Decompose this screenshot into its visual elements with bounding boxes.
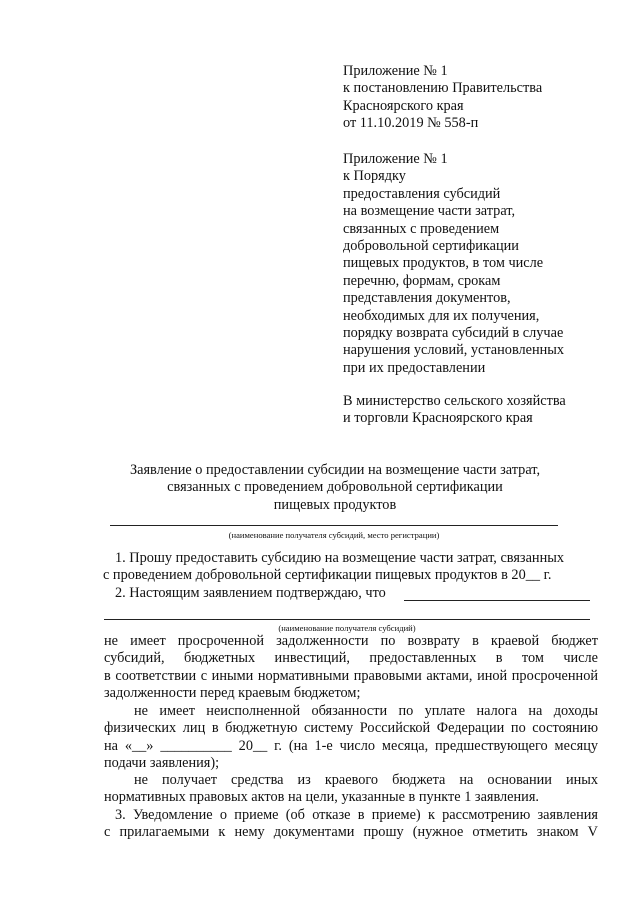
annex-line: при их предоставлении — [343, 359, 486, 376]
paragraph-3 — [104, 807, 598, 842]
paragraph-1 — [104, 550, 598, 585]
annex-line: необходимых для их получения, — [343, 307, 540, 324]
title-line: Заявление о предоставлении субсидии на возмещение части затрат, — [129, 462, 541, 478]
annex-line: Красноярского края — [343, 97, 464, 114]
annex-line: к постановлению Правительства — [343, 80, 543, 97]
annex-line: связанных с проведением — [343, 220, 500, 237]
annex-line: перечню, формам, срокам — [343, 272, 501, 289]
recipient-caption: (наименование получателя субсидий) — [278, 623, 416, 633]
condition-2 — [104, 703, 598, 773]
paragraph-line: 1. Прошу предоставить субсидию на возмещение части затрат, связанных — [115, 550, 564, 566]
annex-procedure-block — [343, 151, 603, 377]
title-line: связанных с проведением добровольной сертификации — [167, 479, 503, 496]
annex-line: добровольной сертификации — [343, 238, 519, 255]
annex-line: предоставления субсидий — [343, 185, 501, 202]
condition-1 — [104, 633, 598, 703]
recipient-name-field-line[interactable] — [110, 525, 558, 526]
condition-line: не имеет просроченной задолженности по возврату в краевой бюджет — [104, 633, 598, 649]
annex-line: от 11.10.2019 № 558-п — [343, 115, 479, 132]
paragraph-line: 3. Уведомление о приеме (об отказе в приеме) к рассмотрению заявления — [115, 807, 598, 823]
condition-line: нормативных правовых актов на цели, указанные в пункте 1 заявления. — [104, 789, 539, 806]
condition-line: не получает средства из краевого бюджета на основании иных — [134, 772, 598, 788]
confirmation-field-line-2[interactable] — [104, 619, 590, 620]
recipient-name-caption: (наименование получателя субсидий, место регистрации) — [228, 530, 440, 540]
annex-line: на возмещение части затрат, — [343, 203, 516, 220]
condition-line: субсидий, бюджетных инвестиций, предоставленных в том числе — [104, 650, 598, 667]
addressee-line: В министерство сельского хозяйства — [343, 393, 566, 409]
paragraph-line: с проведением добровольной сертификации пищевых продуктов в 20__ г. — [103, 567, 552, 584]
addressee-block — [343, 393, 603, 428]
addressee-line: и торговли Красноярского края — [343, 410, 533, 427]
condition-line: подачи заявления); — [104, 755, 220, 772]
condition-line: в соответствии с иными нормативными правовыми актами, иной просроченной — [104, 667, 598, 684]
annex-resolution-block — [343, 63, 603, 133]
annex-line: Приложение № 1 — [343, 63, 448, 79]
paragraph-line: с прилагаемыми к нему документами прошу (нужное отметить знаком V — [104, 824, 598, 841]
paragraph-line: 2. Настоящим заявлением подтверждаю, что — [115, 585, 386, 601]
annex-line: к Порядку — [343, 168, 406, 185]
condition-line: не имеет неисполненной обязанности по уплате налога на доходы — [134, 703, 598, 719]
confirmation-field-line-1[interactable] — [404, 600, 590, 601]
annex-line: представления документов, — [343, 290, 511, 307]
document-title — [60, 462, 610, 514]
annex-line: Приложение № 1 — [343, 151, 448, 167]
condition-line: на «__» __________ 20__ г. (на 1-е число месяца, предшествующего месяцу — [104, 737, 598, 754]
title-line: пищевых продуктов — [273, 496, 397, 513]
condition-3 — [104, 772, 598, 807]
condition-line: физических лиц в бюджетную систему Российской Федерации по состоянию — [104, 720, 598, 737]
annex-line: нарушения условий, установленных — [343, 342, 565, 359]
annex-line: пищевых продуктов, в том числе — [343, 255, 544, 272]
annex-line: порядку возврата субсидий в случае — [343, 325, 564, 342]
condition-line: задолженности перед краевым бюджетом; — [104, 685, 361, 702]
